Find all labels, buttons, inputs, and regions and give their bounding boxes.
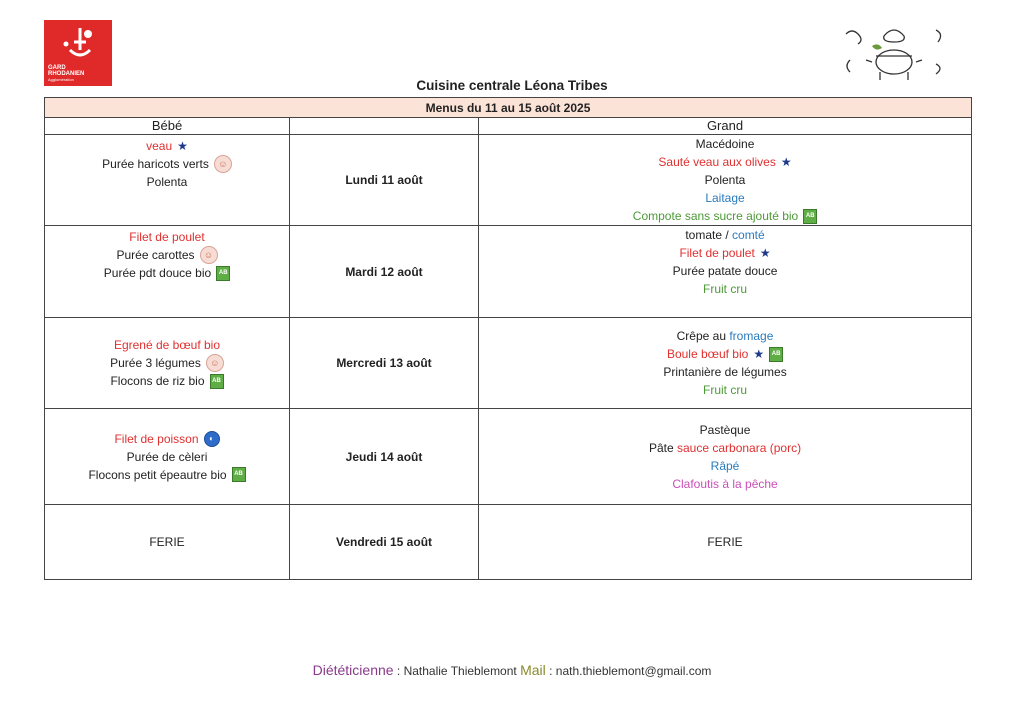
day-label-tuesday: Mardi 12 août	[290, 226, 479, 318]
menu-item-text: Compote sans sucre ajouté bio	[632, 209, 799, 223]
menu-item	[149, 533, 184, 551]
menu-item-text: Macédoine	[695, 137, 755, 151]
grand-cell-thursday	[479, 409, 972, 505]
menu-item-text: Polenta	[146, 175, 188, 189]
logo-line-1: GARD	[48, 65, 66, 71]
french-origin-icon: ★	[753, 347, 765, 361]
grand-cell-friday	[479, 505, 972, 580]
menu-table	[44, 97, 972, 580]
sustainable-fish-icon: ◐	[204, 431, 220, 447]
bebe-cell-monday	[45, 135, 290, 226]
day-label-friday: Vendredi 15 août	[290, 505, 479, 580]
menu-item	[110, 354, 224, 372]
menu-item	[88, 430, 245, 448]
menu-item-text: Pâte	[648, 440, 677, 455]
day-row-wednesday	[45, 318, 972, 409]
footer-separator-2: :	[545, 664, 556, 678]
organic-ab-icon: AB	[232, 467, 246, 482]
day-label-thursday: Jeudi 14 août	[290, 409, 479, 505]
organic-ab-icon: AB	[803, 209, 817, 224]
menu-item-text: Boule bœuf bio	[666, 347, 749, 361]
menu-item-text: Purée pdt douce bio	[103, 266, 212, 280]
menu-item	[88, 448, 245, 466]
grand-cell-tuesday	[479, 226, 972, 318]
menu-item-text: Purée 3 légumes	[110, 356, 201, 370]
menu-item	[104, 228, 230, 246]
logo-symbol-icon	[44, 20, 112, 66]
menu-item	[633, 207, 817, 225]
dietitian-name: Nathalie Thieblemont	[403, 664, 517, 678]
french-origin-icon: ★	[177, 139, 188, 153]
french-origin-icon: ★	[780, 155, 792, 169]
menu-item	[110, 336, 224, 354]
menu-item	[633, 135, 817, 153]
menu-item-text: FERIE	[149, 535, 185, 549]
menu-item	[633, 153, 817, 171]
menu-item-text: Flocons petit épeautre bio	[88, 467, 227, 482]
menu-item	[102, 155, 232, 173]
day-row-monday	[45, 135, 972, 226]
homemade-baby-icon: ☺	[206, 354, 224, 372]
menu-item-text-highlight: sauce carbonara (porc)	[677, 440, 802, 455]
menu-item	[663, 363, 786, 381]
menu-item	[633, 171, 817, 189]
menu-item	[102, 137, 232, 155]
homemade-baby-icon: ☺	[200, 246, 218, 264]
menu-item-text: Egrené de bœuf bio	[113, 338, 221, 352]
menu-item-text: Printanière de légumes	[663, 365, 787, 379]
menu-item-text: Purée de cèleri	[126, 449, 208, 464]
menu-item-text: tomate /	[685, 228, 733, 242]
menu-item-text: Filet de poulet	[129, 230, 205, 244]
menu-item	[633, 189, 817, 207]
logo-line-2: RHODANIEN	[48, 71, 85, 77]
menu-item-text: veau	[146, 139, 173, 153]
menu-item	[673, 280, 778, 298]
footer	[0, 662, 1024, 678]
menu-subtitle: Menus du 11 au 15 août 2025	[45, 98, 972, 118]
day-label-monday: Lundi 11 août	[290, 135, 479, 226]
menu-item-text: Purée patate douce	[672, 264, 778, 278]
french-origin-icon: ★	[759, 246, 771, 260]
menu-item	[110, 372, 224, 390]
organic-ab-icon: AB	[216, 266, 230, 281]
day-row-friday	[45, 505, 972, 580]
menu-item	[104, 264, 230, 282]
menu-item-text: Polenta	[704, 173, 746, 187]
mail-address[interactable]: nath.thieblemont@gmail.com	[555, 664, 712, 678]
bebe-cell-tuesday	[45, 226, 290, 318]
menu-item	[707, 533, 742, 551]
grand-cell-wednesday	[479, 318, 972, 409]
gard-rhodanien-logo	[44, 20, 112, 86]
dietitian-label: Diététicienne	[312, 662, 394, 678]
homemade-baby-icon: ☺	[214, 155, 232, 173]
menu-item	[673, 262, 778, 280]
header-grand: Grand	[479, 118, 972, 135]
menu-item-text: Crêpe au	[676, 329, 730, 343]
menu-item-text: Laitage	[705, 191, 745, 205]
menu-item	[102, 173, 232, 191]
subtitle-row	[45, 98, 972, 118]
header-bebe: Bébé	[45, 118, 290, 135]
menu-item-text-highlight: fromage	[729, 329, 774, 343]
menu-item-text: Purée haricots verts	[102, 157, 209, 171]
footer-separator-1: :	[393, 664, 404, 678]
cooking-pot-illustration-icon	[836, 20, 952, 84]
bebe-cell-friday	[45, 505, 290, 580]
menu-item	[663, 345, 786, 363]
menu-item	[649, 457, 801, 475]
menu-item	[104, 246, 230, 264]
grand-cell-monday	[479, 135, 972, 226]
day-row-thursday	[45, 409, 972, 505]
bebe-cell-thursday	[45, 409, 290, 505]
day-label-wednesday: Mercredi 13 août	[290, 318, 479, 409]
menu-item-text: Sauté veau aux olives	[658, 155, 776, 169]
menu-item-text: Clafoutis à la pêche	[672, 476, 778, 491]
menu-item	[649, 421, 801, 439]
bebe-cell-wednesday	[45, 318, 290, 409]
logo-line-3: Agglomération	[48, 77, 74, 82]
menu-item-text-highlight: comté	[732, 228, 765, 242]
menu-item-text: FERIE	[707, 535, 743, 549]
menu-item	[663, 381, 786, 399]
organic-ab-icon: AB	[769, 347, 783, 362]
menu-item	[88, 466, 245, 484]
header-row	[45, 118, 972, 135]
menu-item	[649, 475, 801, 493]
page-title: Cuisine centrale Léona Tribes	[416, 78, 608, 93]
organic-ab-icon: AB	[210, 374, 224, 389]
day-row-tuesday	[45, 226, 972, 318]
menu-item-text: Râpé	[710, 458, 740, 473]
menu-item	[663, 327, 786, 345]
menu-item-text: Purée carottes	[116, 248, 195, 262]
menu-item	[673, 244, 778, 262]
menu-item-text: Fruit cru	[703, 282, 748, 296]
menu-item-text: Flocons de riz bio	[110, 374, 205, 388]
menu-item	[673, 226, 778, 244]
menu-item-text: Fruit cru	[703, 383, 748, 397]
menu-item-text: Pastèque	[699, 422, 751, 437]
menu-item-text: Filet de poulet	[679, 246, 755, 260]
header-day	[290, 118, 479, 135]
mail-label: Mail	[520, 662, 546, 678]
menu-item-text: Filet de poisson	[114, 431, 199, 446]
menu-item	[649, 439, 801, 457]
